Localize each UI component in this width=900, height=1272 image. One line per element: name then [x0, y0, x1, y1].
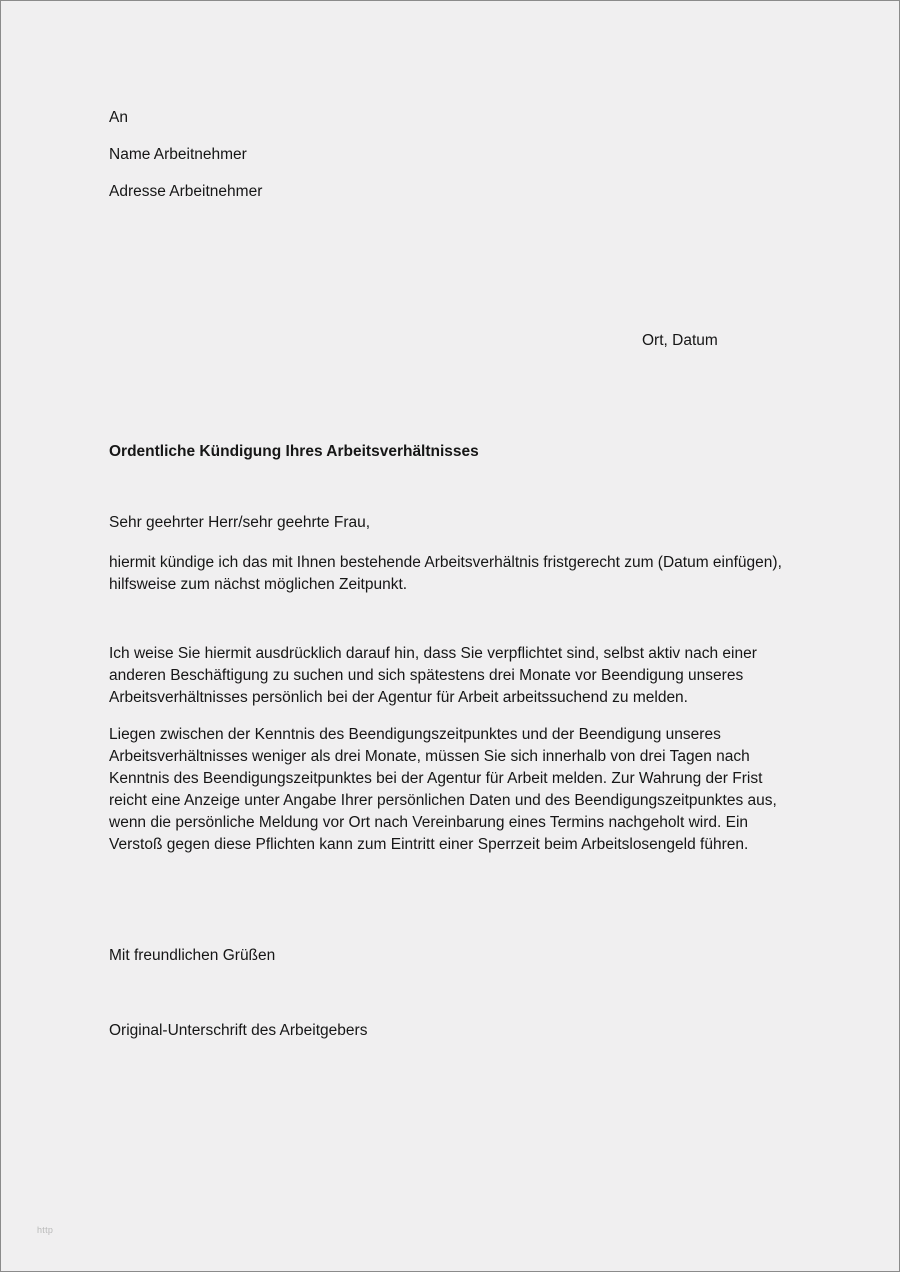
letter-content — [1, 1, 899, 1042]
recipient-block — [109, 107, 789, 203]
body-paragraph-3: Liegen zwischen der Kenntnis des Beendigungszeitpunktes und der Beendigung unseres Arbeitsverhältnisses weniger als drei Monate, müssen Sie sich innerhalb von drei Tagen nach Kenntnis des Beendigungszeitpunktes bei der Agentur für Arbeit melden. Zur Wahrung der Frist reicht eine Anzeige unter Angabe Ihrer persönlichen Daten und des Beendigungszeitpunktes aus, wenn die persönliche Meldung vor Ort nach Vereinbarung eines Termins nachgeholt wird. Ein Verstoß gegen diese Pflichten kann zum Eintritt einer Sperrzeit beim Arbeitslosengeld führen. — [109, 726, 777, 853]
signature-line: Original-Unterschrift des Arbeitgebers — [109, 1022, 368, 1039]
place-and-date: Ort, Datum — [642, 332, 718, 349]
recipient-line-an: An — [109, 109, 128, 126]
body-paragraph-1: hiermit kündige ich das mit Ihnen bestehende Arbeitsverhältnis fristgerecht zum (Datum einfügen), hilfsweise zum nächst möglichen Zeitpunkt. — [109, 554, 782, 593]
closing-line: Mit freundlichen Grüßen — [109, 947, 276, 964]
body-paragraph-2: Ich weise Sie hiermit ausdrücklich darauf hin, dass Sie verpflichtet sind, selbst aktiv nach einer anderen Beschäftigung zu suchen und sich spätestens drei Monate vor Beendigung unseres Arbeitsverhältnisses persönlich bei der Agentur für Arbeit arbeitssuchend zu melden. — [109, 645, 757, 706]
footer-watermark: http — [37, 1225, 54, 1235]
salutation: Sehr geehrter Herr/sehr geehrte Frau, — [109, 514, 371, 531]
recipient-line-address: Adresse Arbeitnehmer — [109, 183, 263, 200]
subject-line: Ordentliche Kündigung Ihres Arbeitsverhältnisses — [109, 443, 479, 460]
recipient-line-name: Name Arbeitnehmer — [109, 146, 247, 163]
